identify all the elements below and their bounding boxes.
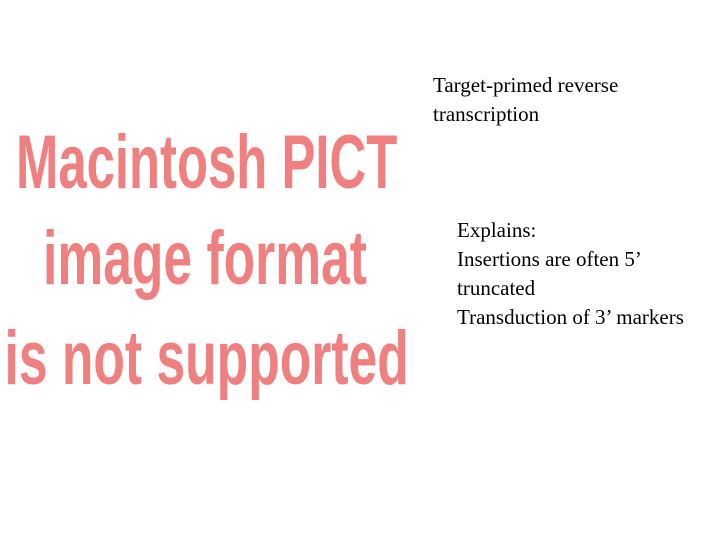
placeholder-line-3: is not supported — [4, 315, 409, 401]
body-item-transduction: Transduction of 3’ markers — [457, 305, 684, 329]
body-heading: Explains: — [457, 218, 537, 242]
unsupported-image-placeholder — [0, 112, 420, 412]
body-item-insertions: Insertions are often 5’ truncated — [457, 247, 641, 300]
slide-body — [457, 216, 707, 332]
placeholder-line-1: Macintosh PICT — [15, 119, 398, 205]
slide-title: Target-primed reverse transcription — [433, 73, 619, 126]
placeholder-line-2: image format — [43, 215, 367, 301]
